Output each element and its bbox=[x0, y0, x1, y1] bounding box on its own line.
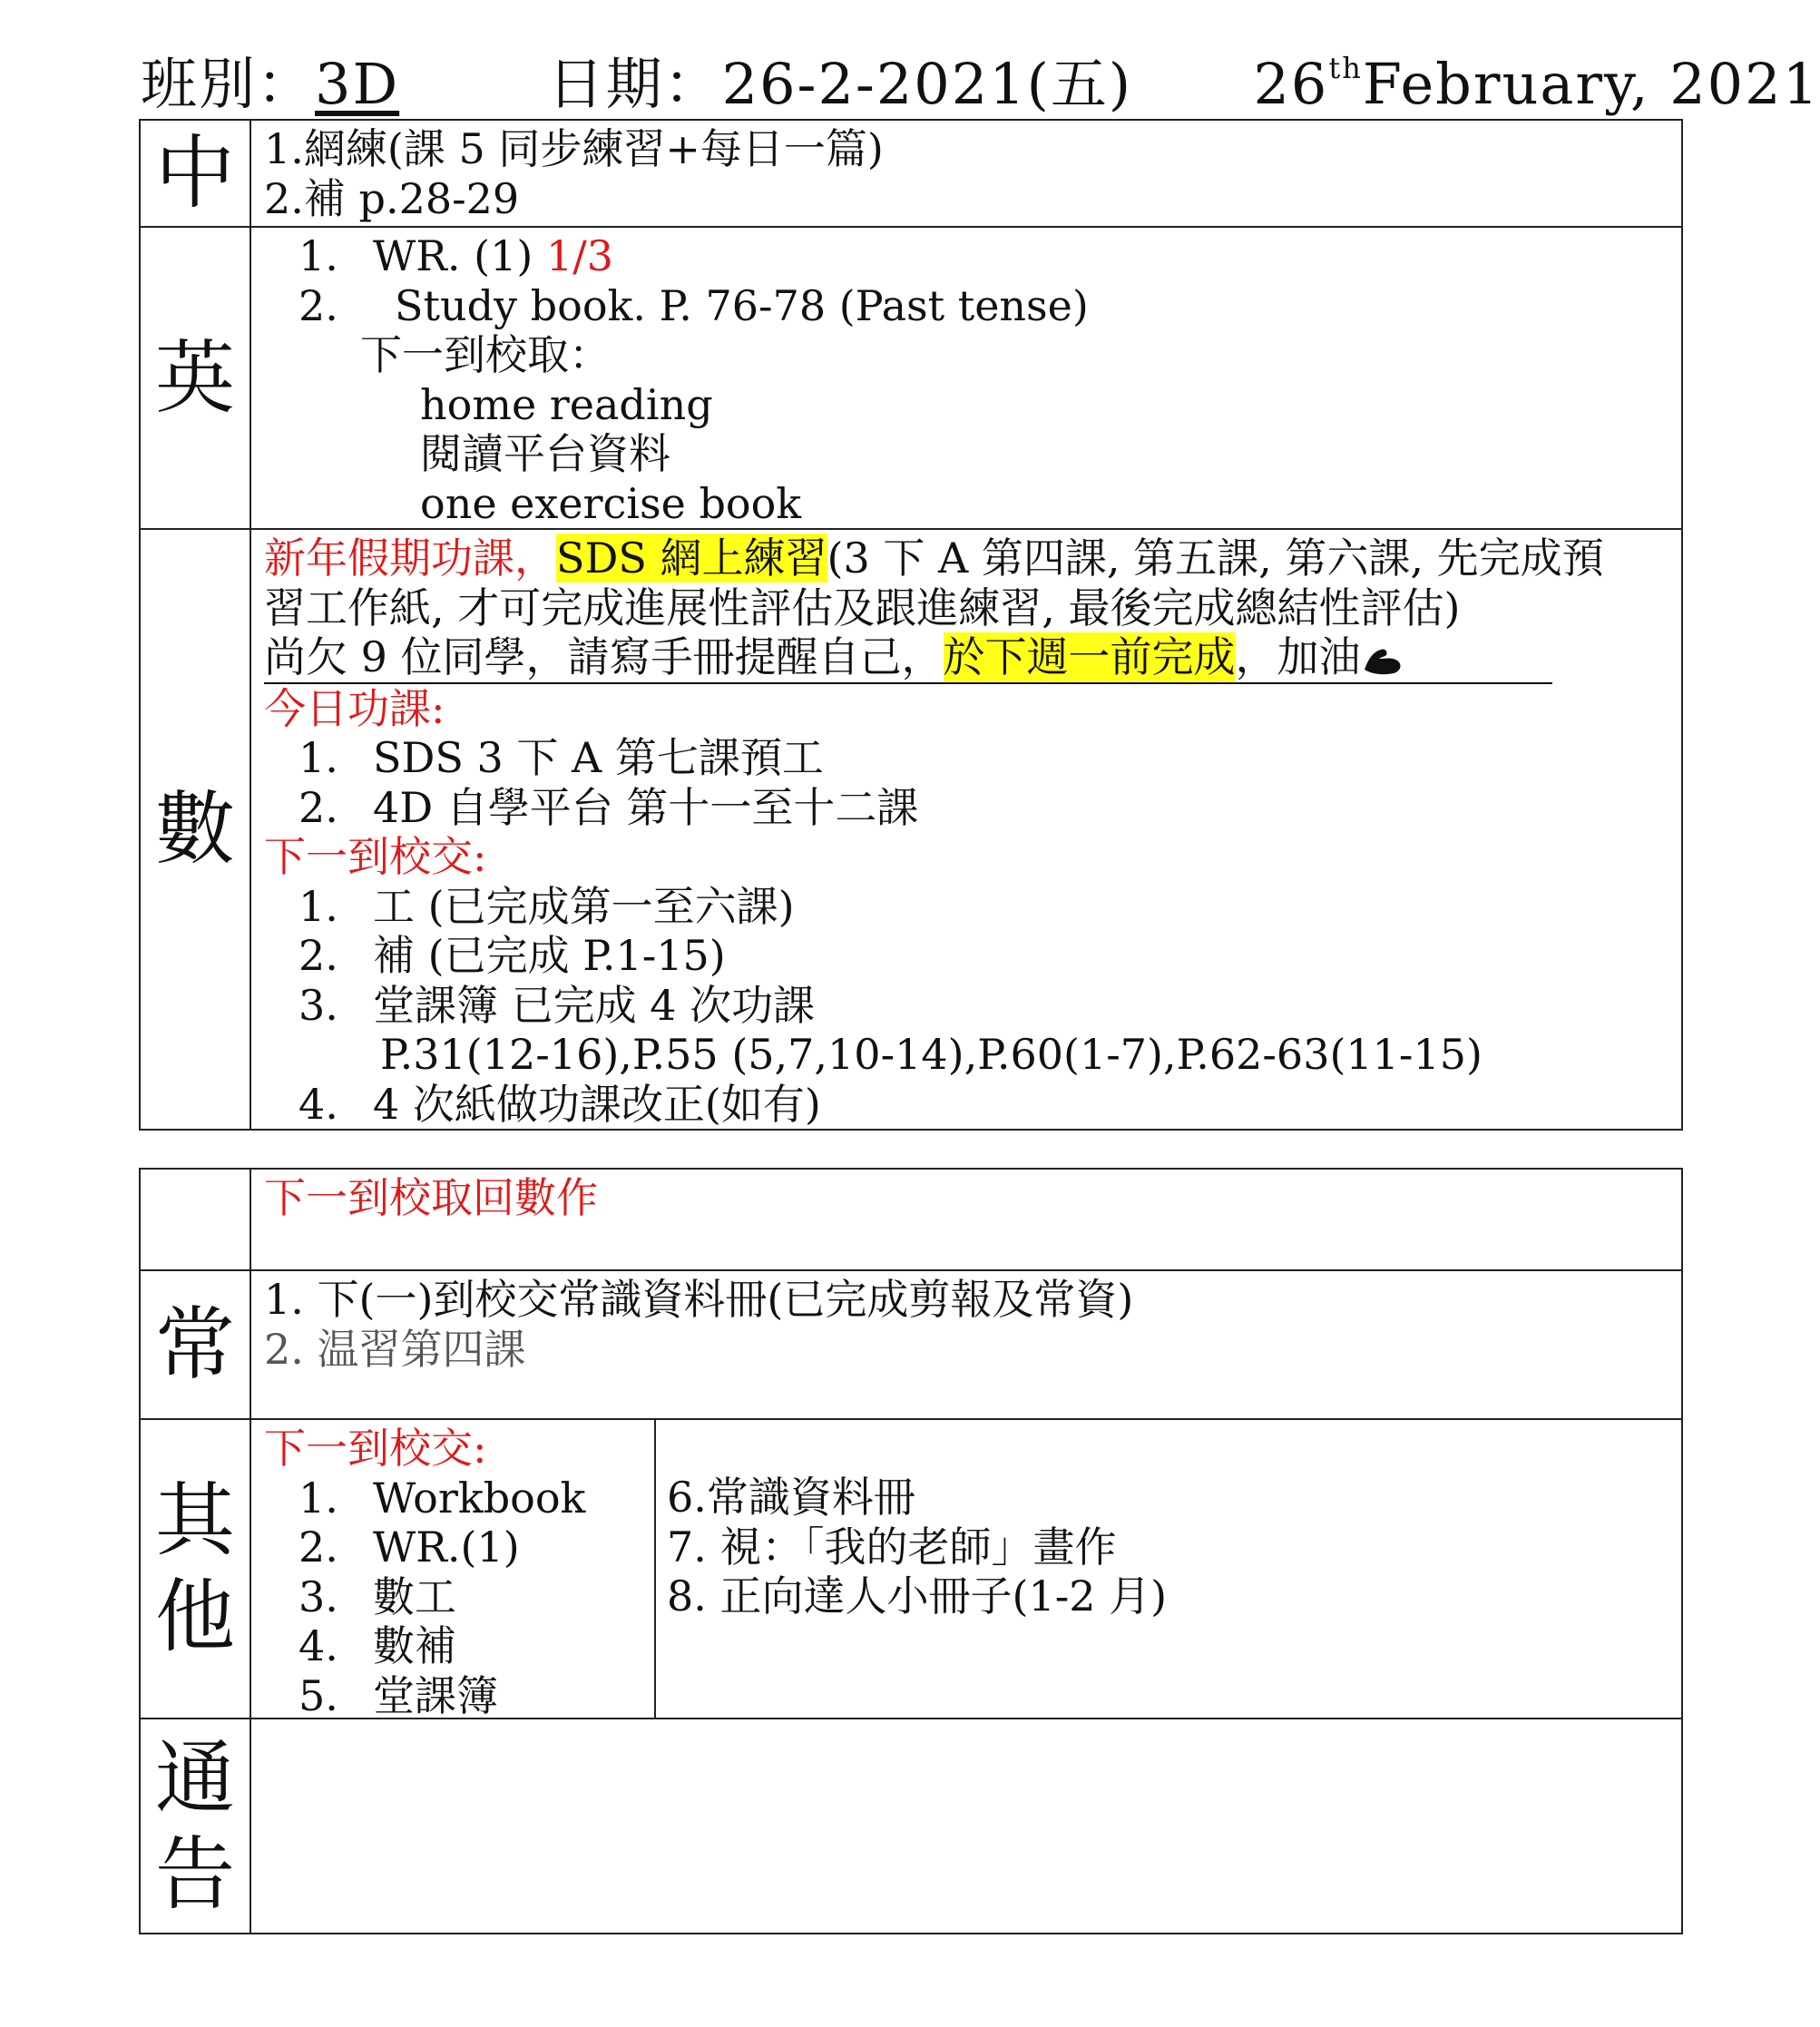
chinese-content bbox=[250, 120, 1682, 227]
math-submit-item-4: 4. 4 次紙做功課改正(如有) bbox=[298, 1079, 821, 1129]
english-next-item-3: one exercise book bbox=[420, 478, 802, 528]
subject-chinese: 中 bbox=[140, 120, 250, 227]
math-today-label: 今日功課: bbox=[264, 683, 445, 733]
row-chinese bbox=[140, 120, 1682, 227]
others-item-1: 1. Workbook bbox=[298, 1473, 586, 1523]
date-en-day: 26 bbox=[1253, 51, 1329, 117]
general-line-2: 2. 温習第四課 bbox=[264, 1324, 526, 1374]
chinese-line-1: 1.網練(課 5 同步練習+每日一篇) bbox=[264, 124, 884, 173]
english-next-item-2: 閱讀平台資料 bbox=[420, 429, 670, 478]
others-item-7: 7. 視：「我的老師」畫作 bbox=[667, 1522, 1117, 1572]
math-holiday-line-2: 習工作紙, 才可完成進展性評估及跟進練習, 最後完成總結性評估) bbox=[264, 583, 1461, 632]
class-value: 3D bbox=[315, 51, 400, 117]
subject-notice: 通 告 bbox=[140, 1719, 250, 1934]
date-en-rest: February, 2021 bbox=[1362, 51, 1820, 117]
blank-line: 下一到校取回數作 bbox=[264, 1173, 598, 1222]
homework-table-top bbox=[139, 119, 1683, 1131]
math-content bbox=[250, 529, 1682, 1130]
subject-blank bbox=[140, 1169, 250, 1270]
class-label: 班別： bbox=[141, 51, 316, 117]
general-line-1: 1. 下(一)到校交常識資料冊(已完成剪報及常資) bbox=[264, 1275, 1134, 1324]
math-submit-item-2: 2. 補 (已完成 P.1-15) bbox=[298, 931, 726, 980]
math-submit-item-3: 3. 堂課簿 已完成 4 次功課 bbox=[298, 980, 816, 1030]
math-holiday-line-1: 新年假期功課，SDS 網上練習(3 下 A 第四課, 第五課, 第六課, 先完成預 bbox=[264, 534, 1604, 583]
row-math bbox=[140, 529, 1682, 1130]
english-next-item-1: home reading bbox=[420, 379, 713, 429]
date-value: 26-2-2021(五) bbox=[721, 51, 1133, 117]
chinese-line-2: 2.補 p.28-29 bbox=[264, 173, 520, 223]
others-label: 下一到校交: bbox=[264, 1424, 487, 1473]
math-today-item-2: 2. 4D 自學平台 第十一至十二課 bbox=[298, 782, 919, 832]
others-right-column bbox=[656, 1420, 1681, 1718]
math-today-item-1: 1. SDS 3 下 A 第七課預工 bbox=[298, 733, 824, 782]
english-content bbox=[250, 227, 1682, 529]
others-content bbox=[250, 1419, 1682, 1719]
english-next-label: 下一到校取： bbox=[360, 330, 611, 379]
row-notice bbox=[140, 1719, 1682, 1934]
homework-table-bottom bbox=[139, 1168, 1683, 1934]
date-en-sup: th bbox=[1328, 51, 1363, 85]
row-general bbox=[140, 1270, 1682, 1419]
others-item-3: 3. 數工 bbox=[298, 1572, 456, 1621]
blank-content bbox=[250, 1169, 1682, 1270]
page-header bbox=[141, 44, 1820, 125]
notice-content bbox=[250, 1719, 1682, 1934]
others-left-column bbox=[251, 1420, 656, 1718]
row-blank bbox=[140, 1169, 1682, 1270]
math-submit-item-1: 1. 工 (已完成第一至六課) bbox=[298, 881, 795, 931]
others-item-8: 8. 正向達人小冊子(1-2 月) bbox=[667, 1572, 1168, 1621]
others-item-6: 6.常識資料冊 bbox=[667, 1473, 915, 1522]
subject-english: 英 bbox=[140, 227, 250, 529]
subject-others: 其 他 bbox=[140, 1419, 250, 1719]
date-label: 日期： bbox=[547, 51, 722, 117]
others-item-4: 4. 數補 bbox=[298, 1621, 456, 1670]
row-others bbox=[140, 1419, 1682, 1719]
math-submit-label: 下一到校交: bbox=[264, 832, 487, 881]
math-reminder: 尚欠 9 位同學，請寫手冊提醒自己，於下週一前完成，加油 bbox=[264, 632, 1552, 684]
subject-math: 數 bbox=[140, 529, 250, 1130]
math-submit-pages: P.31(12-16),P.55 (5,7,10-14),P.60(1-7),P.62-63(11-15) bbox=[380, 1030, 1482, 1079]
row-english bbox=[140, 227, 1682, 529]
english-item-2: 2. Study book. P. 76-78 (Past tense) bbox=[298, 280, 1089, 330]
english-item-1: 1. WR. (1) 1/3 bbox=[298, 231, 613, 280]
others-item-2: 2. WR.(1) bbox=[298, 1523, 520, 1572]
flexed-biceps-icon bbox=[1361, 642, 1406, 679]
others-item-5: 5. 堂課簿 bbox=[298, 1670, 498, 1720]
general-content bbox=[250, 1270, 1682, 1419]
subject-general: 常 bbox=[140, 1270, 250, 1419]
